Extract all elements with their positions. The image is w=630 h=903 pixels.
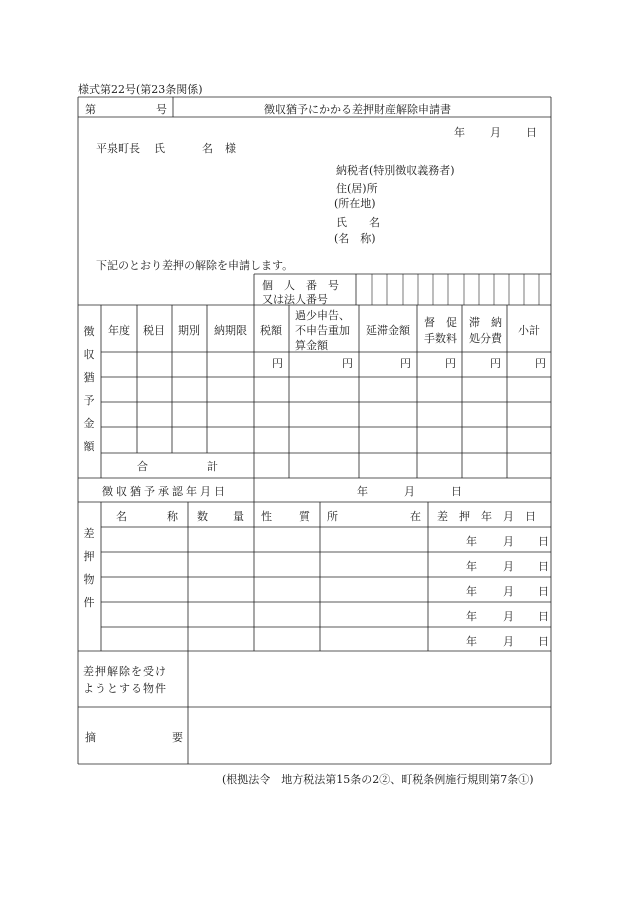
seized-col-qty-2: 量 bbox=[233, 510, 244, 523]
form-title: 徴収猶予にかかる差押財産解除申請書 bbox=[264, 103, 451, 116]
addressee-sama: 様 bbox=[225, 142, 236, 155]
header-dai: 第 bbox=[85, 103, 96, 116]
total-label-1: 合 bbox=[137, 460, 148, 473]
addressee-town: 平泉町長 bbox=[96, 142, 140, 155]
summary-label-2: 要 bbox=[172, 731, 183, 744]
approval-year: 年 bbox=[357, 485, 368, 498]
applicant-address-sub: (所在地) bbox=[334, 197, 376, 210]
applicant-name: 氏 名 bbox=[336, 216, 380, 229]
tax-side-label: 徴 収 猶 予 金 額 bbox=[83, 325, 95, 453]
date-day: 日 bbox=[526, 126, 537, 139]
seized-row-1-month: 月 bbox=[503, 535, 514, 548]
seized-row-3-day: 日 bbox=[538, 585, 549, 598]
col-disposal-2: 処分費 bbox=[469, 332, 502, 345]
seized-row-5-month: 月 bbox=[503, 635, 514, 648]
seized-row-5-day: 日 bbox=[538, 635, 549, 648]
col-subtotal: 小計 bbox=[518, 324, 540, 337]
unit-reminder: 円 bbox=[445, 357, 456, 370]
header-go: 号 bbox=[156, 103, 167, 116]
seized-row-1-day: 日 bbox=[538, 535, 549, 548]
approval-month: 月 bbox=[404, 485, 415, 498]
seized-col-name-1: 名 bbox=[116, 510, 127, 523]
release-label-1: 差押解除を受け bbox=[83, 665, 167, 678]
seized-row-3-year: 年 bbox=[466, 585, 477, 598]
seized-row-1-year: 年 bbox=[466, 535, 477, 548]
unit-subtotal: 円 bbox=[535, 357, 546, 370]
approval-label: 徴収猶予承認年月日 bbox=[102, 485, 228, 498]
applicant-address: 住(居)所 bbox=[336, 182, 378, 195]
approval-day: 日 bbox=[451, 485, 462, 498]
applicant-heading: 納税者(特別徴収義務者) bbox=[336, 164, 455, 177]
col-tax: 税額 bbox=[260, 324, 282, 337]
seized-side-label: 差 押 物 件 bbox=[83, 527, 95, 609]
seized-row-5-year: 年 bbox=[466, 635, 477, 648]
col-reminder-2: 手数料 bbox=[424, 332, 457, 345]
col-penalty-1: 過少申告、 bbox=[295, 309, 350, 322]
seized-col-date: 差 押 年 月 日 bbox=[437, 510, 536, 523]
col-penalty-3: 算金額 bbox=[295, 339, 328, 352]
summary-label-1: 摘 bbox=[85, 731, 96, 744]
unit-tax: 円 bbox=[272, 357, 283, 370]
seized-row-3-month: 月 bbox=[503, 585, 514, 598]
unit-penalty: 円 bbox=[342, 357, 353, 370]
seized-row-2-day: 日 bbox=[538, 560, 549, 573]
col-delinquent: 延滞金額 bbox=[366, 324, 410, 337]
release-label-2: ようとする物件 bbox=[83, 682, 167, 695]
seized-row-4-day: 日 bbox=[538, 610, 549, 623]
seized-col-nature-1: 性 bbox=[261, 510, 272, 523]
addressee-shi: 氏 bbox=[154, 142, 165, 155]
applicant-name-sub: (名 称) bbox=[334, 232, 376, 245]
seized-row-2-month: 月 bbox=[503, 560, 514, 573]
col-deadline: 納期限 bbox=[214, 324, 247, 337]
seized-col-qty-1: 数 bbox=[197, 510, 208, 523]
col-item: 税目 bbox=[143, 324, 165, 337]
unit-delinquent: 円 bbox=[400, 357, 411, 370]
seized-row-4-month: 月 bbox=[503, 610, 514, 623]
addressee-mei: 名 bbox=[202, 142, 213, 155]
col-period: 期別 bbox=[178, 324, 200, 337]
date-month: 月 bbox=[490, 126, 501, 139]
total-label-2: 計 bbox=[207, 460, 218, 473]
seized-col-name-2: 称 bbox=[167, 510, 178, 523]
col-penalty-2: 不申告重加 bbox=[295, 324, 350, 337]
seized-col-nature-2: 質 bbox=[299, 510, 310, 523]
unit-disposal: 円 bbox=[490, 357, 501, 370]
request-text: 下記のとおり差押の解除を申請します。 bbox=[96, 259, 294, 272]
col-reminder-1: 督 促 bbox=[424, 316, 457, 329]
individual-number-label-2: 又は法人番号 bbox=[262, 293, 328, 306]
seized-col-loc-1: 所 bbox=[327, 510, 338, 523]
col-year: 年度 bbox=[108, 324, 130, 337]
seized-row-4-year: 年 bbox=[466, 610, 477, 623]
form-number: 様式第22号(第23条関係) bbox=[78, 83, 203, 96]
legal-basis: (根拠法令 地方税法第15条の2②、町税条例施行規則第7条①) bbox=[222, 773, 534, 786]
seized-col-loc-2: 在 bbox=[410, 510, 421, 523]
individual-number-label-1: 個 人 番 号 bbox=[262, 279, 339, 292]
seized-row-2-year: 年 bbox=[466, 560, 477, 573]
col-disposal-1: 滞 納 bbox=[469, 316, 502, 329]
date-year: 年 bbox=[454, 126, 465, 139]
